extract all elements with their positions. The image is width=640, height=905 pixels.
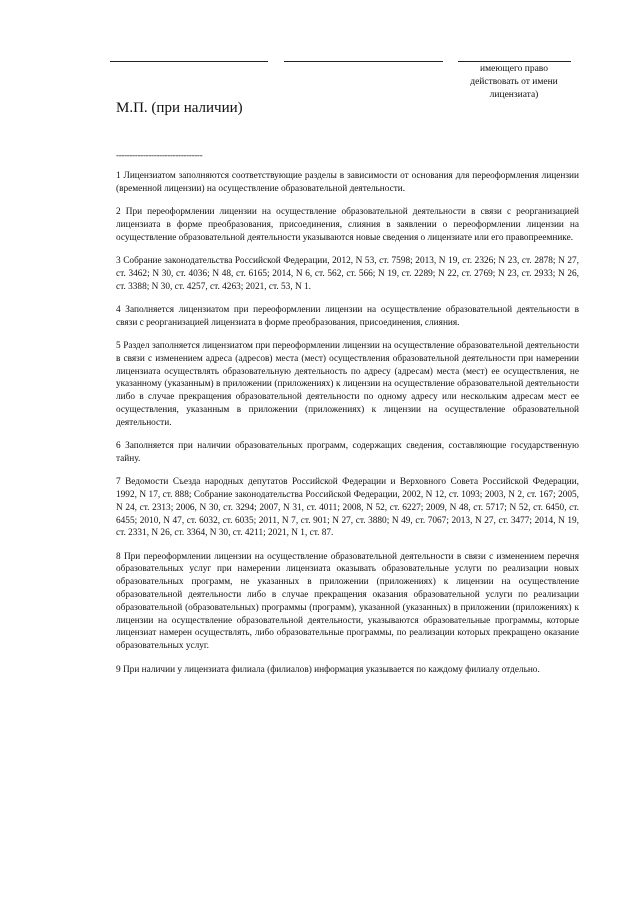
footnote-7: 7 Ведомости Съезда народных депутатов Российской Федерации и Верховного Совета Российской Федерации, 1992, N 17, ст. 888; Собрание законодательства Российской Федерации, 2002, N 12, ст. 1093; 2003, N 2, ст. 167; 2005, N 24, ст. 2313; 2006, N 30, ст. 3294; 2007, N 31, ст. 4011; 2008, N 52, ст. 6227; 2009, N 48, ст. 5717; N 52, ст. 6450, ст. 6455; 2010, N 47, ст. 6032, ст. 6035; 2011, N 7, ст. 901; N 27, ст. 3880; N 49, ст. 7067; 2013, N 27, ст. 3477; 2014, N 19, ст. 2331, N 26, ст. 3364, N 30, ст. 4211; 2021, N 1, ст. 87. [116, 477, 579, 539]
signature-caption-line: действовать от имени [470, 77, 558, 87]
footnote-3: 3 Собрание законодательства Российской Федерации, 2012, N 53, ст. 7598; 2013, N 19, ст. 2326; N 23, ст. 2878; N 27, ст. 3462; N 30, ст. 4036; N 48, ст. 6165; 2014, N 6, ст. 562, ст. 566; N 19, ст. 2289; N 22, ст. 2769; N 23, ст. 2933; N 26, ст. 3388; N 30, ст. 4257, ст. 4263; 2021, ст. 53, N 1. [116, 255, 579, 292]
footnote-2: 2 При переоформлении лицензии на осуществление образовательной деятельности в связи с реорганизацией лицензиата в форме преобразования, присоединения, слияния в заявлении о переоформлении лицензии на осуществление образовательной деятельности указываются новые сведения о лицензиате или его правопреемнике. [116, 207, 579, 243]
signature-line-position [110, 61, 268, 62]
signature-line-signature [284, 61, 443, 62]
footnote-5: 5 Раздел заполняется лицензиатом при переоформлении лицензии на осуществление образовательной деятельности в связи с изменением адреса (адресов) места (мест) осуществления образовательной деятельности при намерении лицензиата осуществлять образовательную деятельность по адресу (адресам) места (мест) ее осуществления, не указанному (указанным) в приложении (приложениях) к лицензии на осуществление образовательной деятельности либо в случае прекращения образовательной деятельности по одному адресу или нескольким адресам мест ее осуществления, указанным в приложении (приложениях) к лицензии на осуществление образовательной деятельности. [116, 340, 579, 428]
footnotes-list [116, 170, 579, 687]
footnote-9: 9 При наличии у лицензиата филиала (филиалов) информация указывается по каждому филиалу отдельно. [116, 664, 540, 675]
footnote-separator: -------------------------------- [116, 150, 203, 160]
signature-caption [440, 63, 588, 102]
signature-line-name [458, 61, 571, 62]
footnote-6: 6 Заполняется при наличии образовательных программ, содержащих сведения, составляющие государственную тайну. [116, 441, 579, 464]
signature-caption-line: имеющего право [480, 64, 548, 74]
footnote-8: 8 При переоформлении лицензии на осуществление образовательной деятельности в связи с изменением перечня образовательных услуг при намерении лицензиата оказывать образовательные услуги по реализации новых образовательных программ, не указанных в приложении (приложениях) к лицензии на осуществление образовательной деятельности либо в случае прекращения оказания образовательной услуги по реализации образовательной (образовательных) программы (программ), указанной (указанных) в приложении (приложениях) к лицензии на осуществление образовательной деятельности, указываются образовательные программы, которые лицензиат намерен осуществлять, либо образовательные программы, по реализации которых прекращено оказание образовательных услуг. [116, 551, 579, 652]
stamp-placeholder: М.П. (при наличии) [116, 100, 243, 116]
signature-caption-line: лицензиата) [489, 90, 539, 100]
footnote-4: 4 Заполняется лицензиатом при переоформлении лицензии на осуществление образовательной деятельности в связи с реорганизацией лицензиата в форме преобразования, присоединения, слияния. [116, 304, 579, 328]
footnote-1: 1 Лицензиатом заполняются соответствующие разделы в зависимости от основания для переоформления лицензии (временной лицензии) на осуществление образовательной деятельности. [116, 171, 579, 194]
